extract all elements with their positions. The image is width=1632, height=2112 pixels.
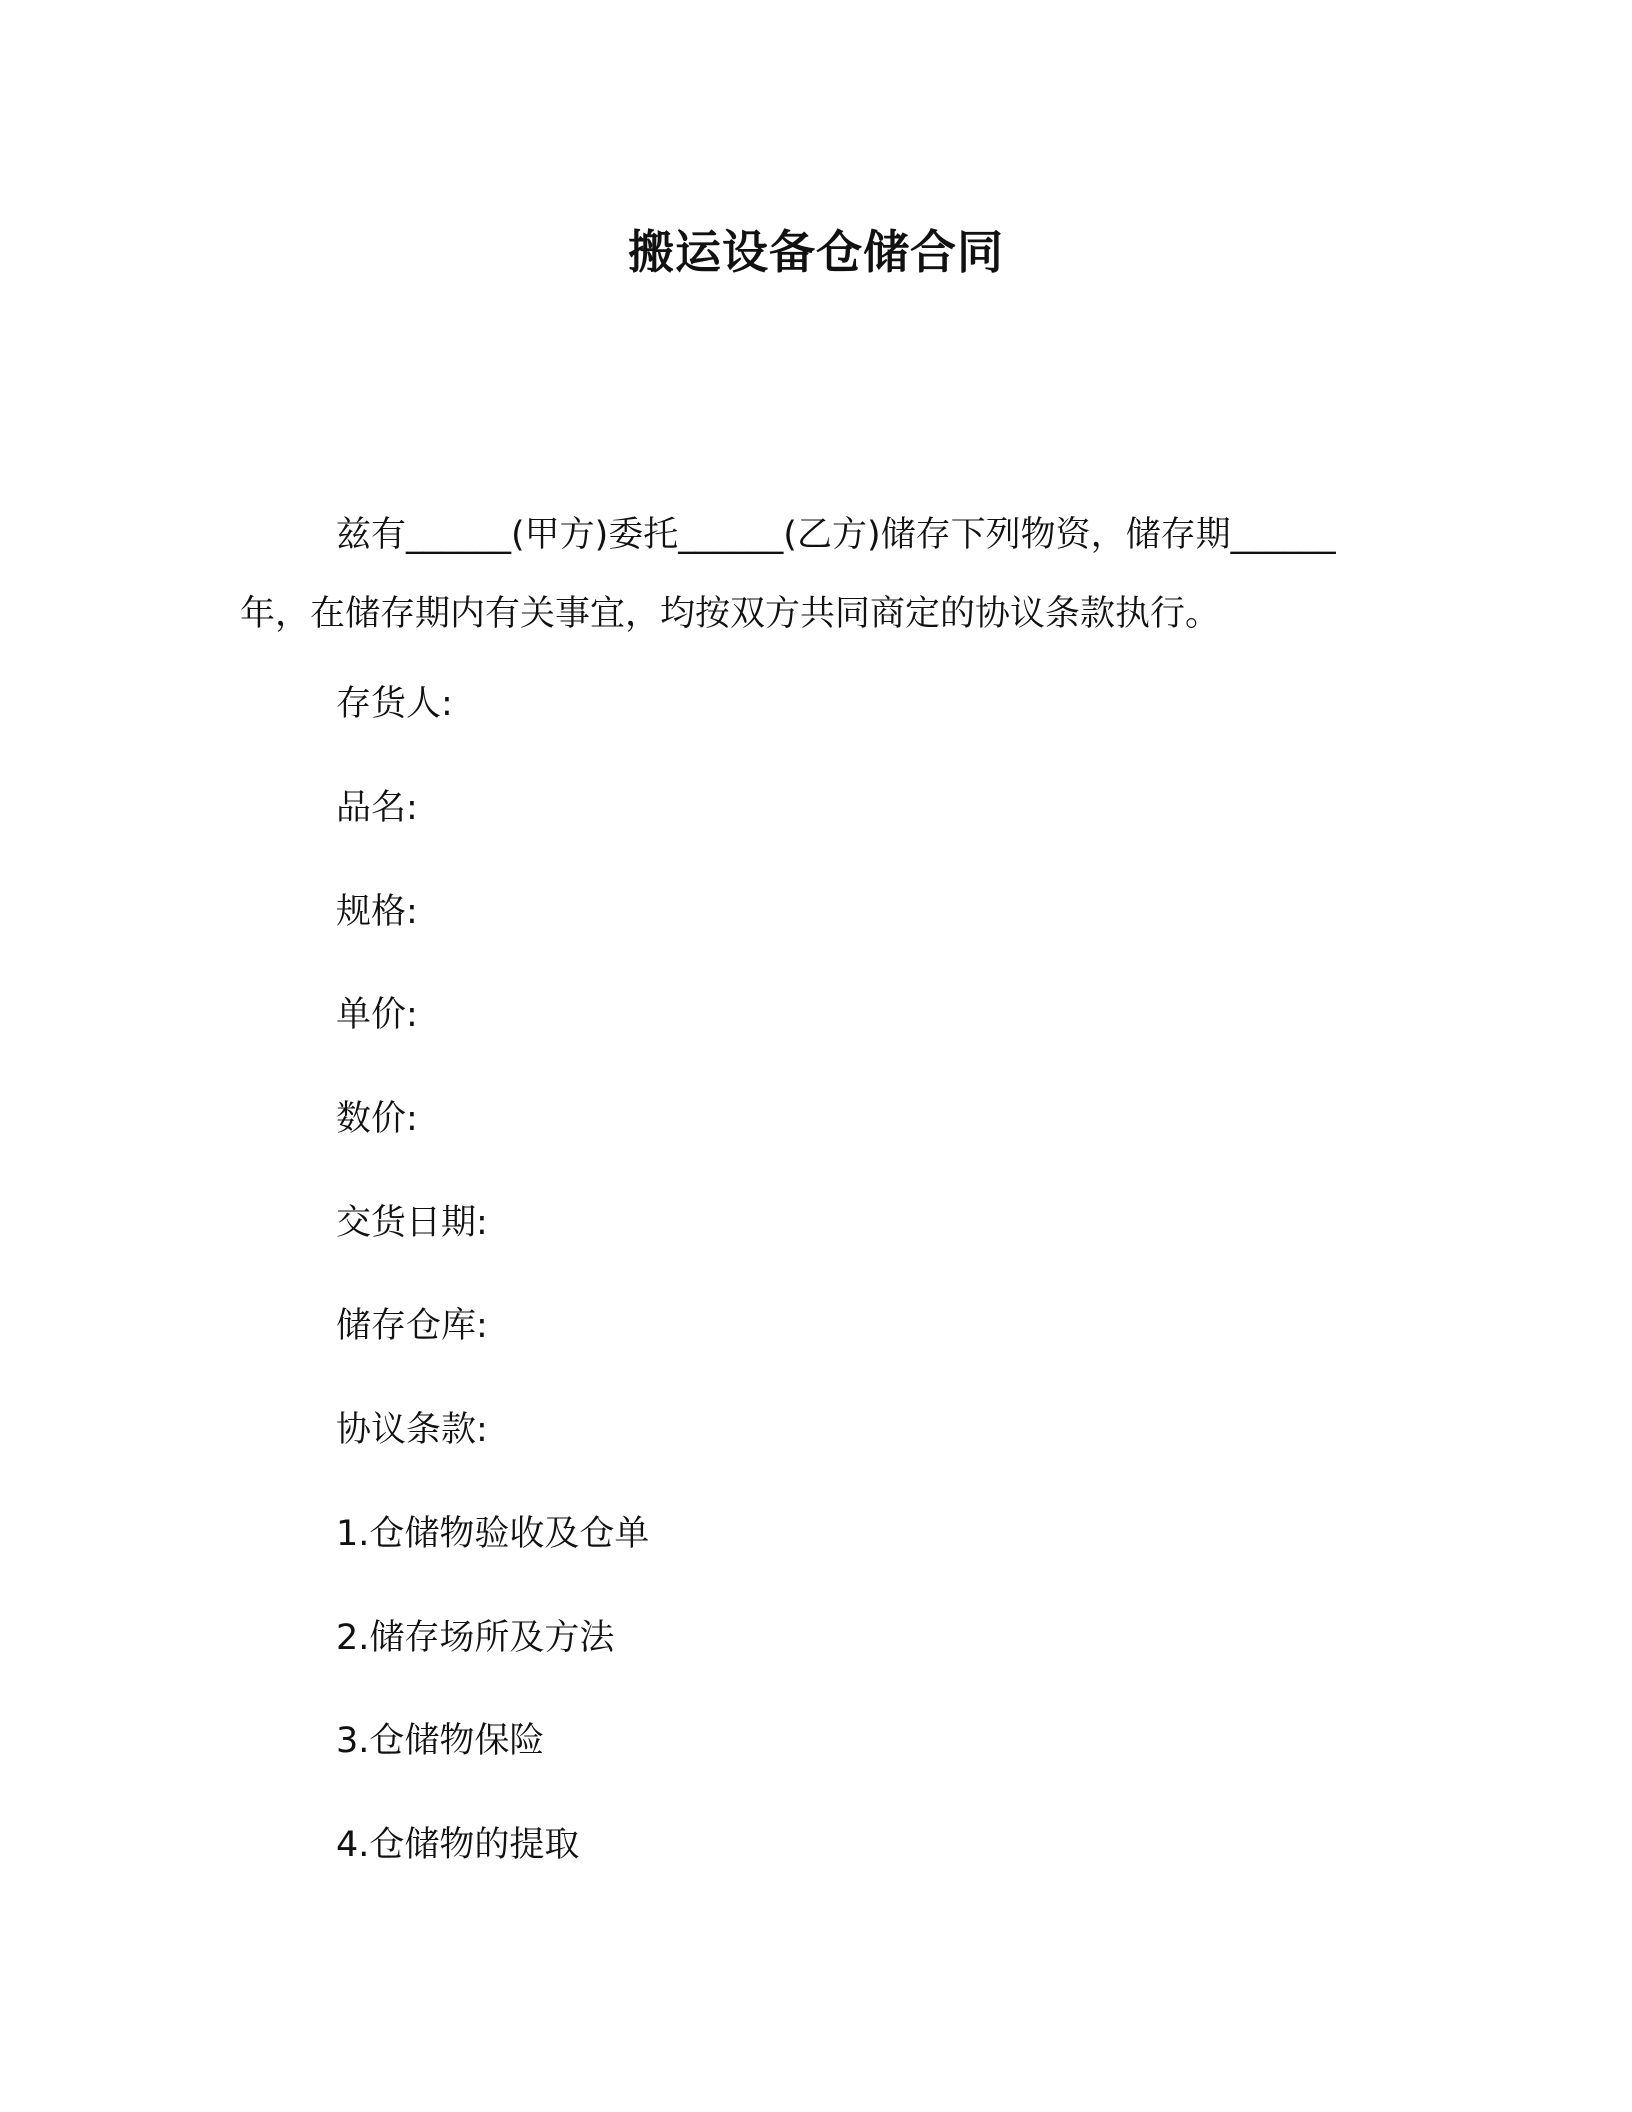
clause-4: 4.仓储物的提取 [336, 1825, 580, 1865]
field-delivery-date: 交货日期: [336, 1203, 488, 1243]
clause-3: 3.仓储物保险 [336, 1721, 545, 1761]
intro-paragraph: 兹有______(甲方)委托______(乙方)储存下列物资，储存期______年，在储存期内有关事宜，均按双方共同商定的协议条款执行。 [240, 515, 1336, 634]
field-product-name: 品名: [336, 788, 418, 828]
field-specification: 规格: [336, 892, 418, 932]
field-depositor: 存货人: [336, 684, 453, 724]
field-unit-price: 单价: [336, 995, 418, 1035]
field-storage-warehouse: 储存仓库: [336, 1306, 488, 1346]
clause-1: 1.仓储物验收及仓单 [336, 1514, 650, 1554]
page-title: 搬运设备仓储合同 [628, 225, 1004, 279]
field-agreement-terms: 协议条款: [336, 1410, 488, 1450]
field-quantity-price: 数价: [336, 1099, 418, 1139]
clause-2: 2.储存场所及方法 [336, 1618, 615, 1658]
